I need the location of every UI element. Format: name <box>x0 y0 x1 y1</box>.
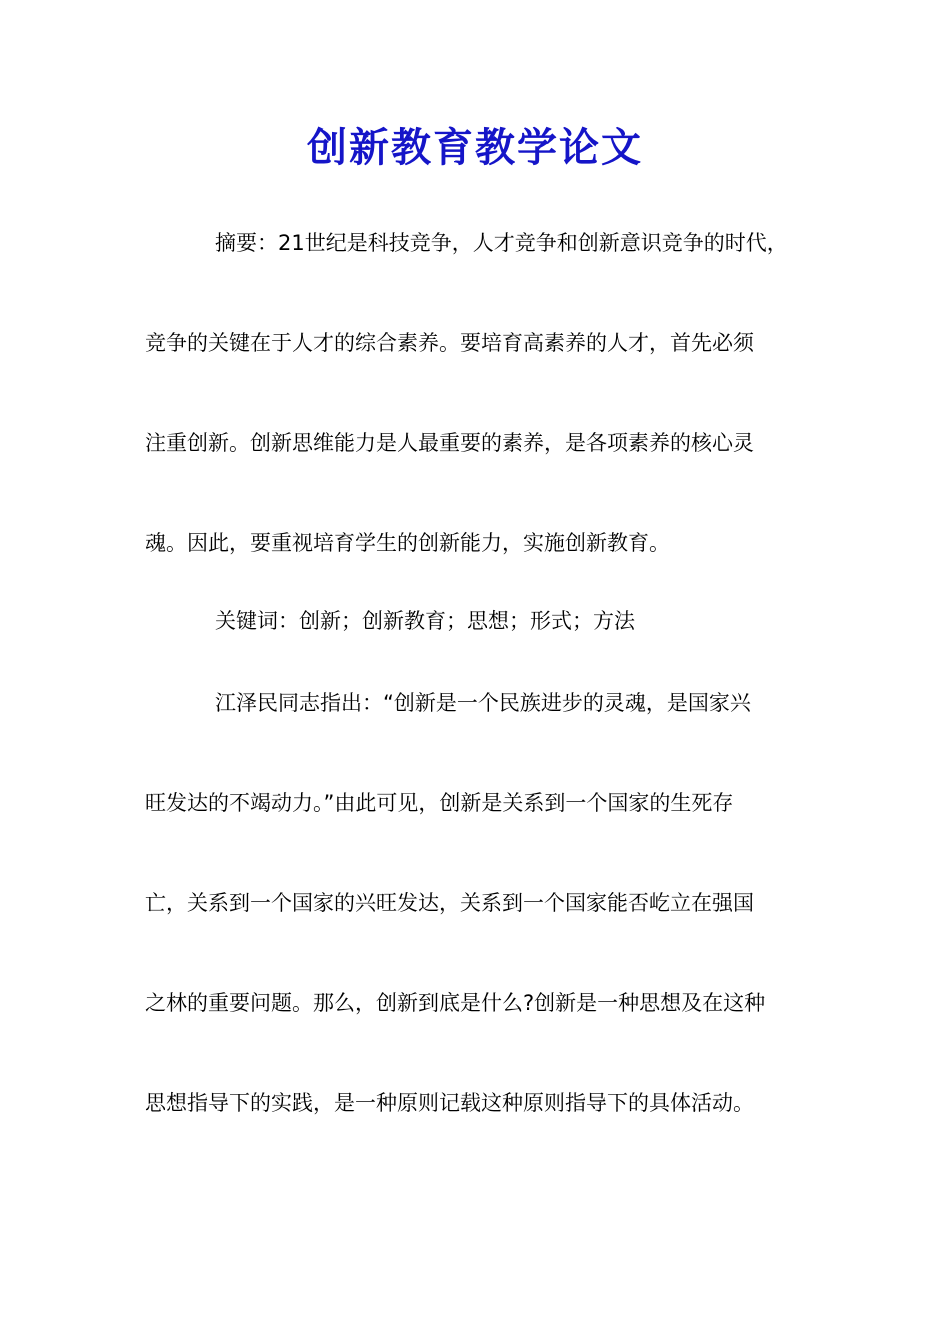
abstract-line-3: 注重创新。创新思维能力是人最重要的素养，是各项素养的核心灵 <box>145 431 754 455</box>
document-title: 创新教育教学论文 <box>307 124 643 171</box>
keywords-line: 关键词：创新；创新教育；思想；形式；方法 <box>215 609 635 633</box>
body-line-4: 之林的重要问题。那么，创新到底是什么?创新是一种思想及在这种 <box>145 991 766 1015</box>
body-line-5: 思想指导下的实践，是一种原则记载这种原则指导下的具体活动。 <box>145 1091 754 1115</box>
abstract-line-4: 魂。因此，要重视培育学生的创新能力，实施创新教育。 <box>145 531 670 555</box>
abstract-line-2: 竞争的关键在于人才的综合素养。要培育高素养的人才，首先必须 <box>145 331 754 355</box>
body-line-3: 亡，关系到一个国家的兴旺发达，关系到一个国家能否屹立在强国 <box>145 891 754 915</box>
abstract-line-1: 摘要：21世纪是科技竞争，人才竞争和创新意识竞争的时代， <box>215 231 788 255</box>
body-line-2: 旺发达的不竭动力。”由此可见，创新是关系到一个国家的生死存 <box>145 791 734 815</box>
body-line-1: 江泽民同志指出：“创新是一个民族进步的灵魂，是国家兴 <box>215 691 751 715</box>
